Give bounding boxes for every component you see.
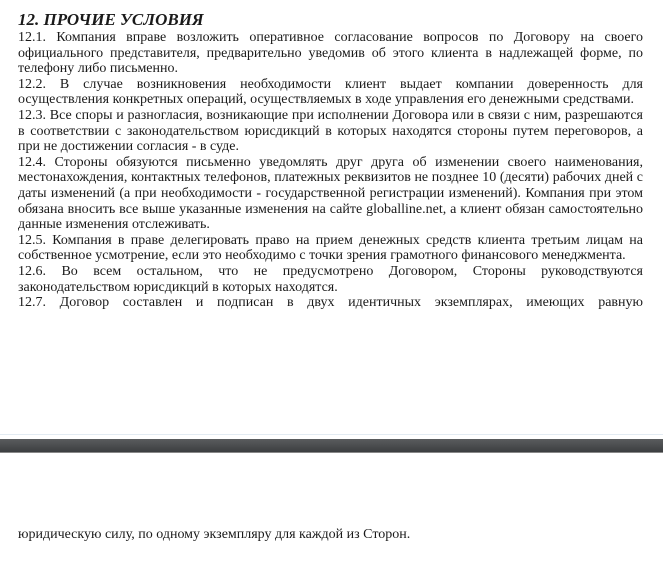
page-edge-line	[0, 434, 663, 435]
page-break-separator	[0, 439, 663, 453]
clause-12-1: 12.1. Компания вправе возложить оперативное согласование вопросов по Договору на своего официального представителя, предварительно уведомив об этого клиента в надлежащей форме, по телефону либо письменно.	[18, 30, 643, 77]
clause-12-7-continuation: юридическую силу, по одному экземпляру для каждой из Сторон.	[18, 527, 411, 542]
clause-12-6: 12.6. Во всем остальном, что не предусмотрено Договором, Стороны руководствуются законодательством юрисдикций в которых находятся.	[18, 263, 643, 295]
document-page-1	[18, 10, 643, 311]
clause-12-7: 12.7. Договор составлен и подписан в двух идентичных экземплярах, имеющих равную	[18, 295, 643, 311]
document-page-2	[18, 527, 643, 543]
clause-12-3: 12.3. Все споры и разногласия, возникающие при исполнении Договора или в связи с ним, разрешаются в соответствии с законодательством юрисдикций в которых находятся стороны путем переговоров, а при не достижении согласия - в суде.	[18, 107, 643, 155]
clause-12-4: 12.4. Стороны обязуются письменно уведомлять друг друга об изменении своего наименования, местонахождения, контактных телефонов, платежных реквизитов не позднее 10 (десяти) рабочих дней с даты изменений (а при необходимости - государственной регистрации изменений). Компания при этом обязана вносить все выше указанные изменения на сайте globalline.net, а клиент обязан самостоятельно данные изменения отслеживать.	[18, 154, 643, 233]
section-heading: 12. ПРОЧИЕ УСЛОВИЯ	[18, 10, 204, 29]
clause-12-5: 12.5. Компания в праве делегировать право на прием денежных средств клиента третьим лицам на собственное усмотрение, если это необходимо с точки зрения грамотного финансового менеджмента.	[18, 232, 643, 264]
clause-12-2: 12.2. В случае возникновения необходимости клиент выдает компании доверенность для осуществления конкретных операций, осуществляемых в ходе управления его денежными средствами.	[18, 76, 643, 108]
